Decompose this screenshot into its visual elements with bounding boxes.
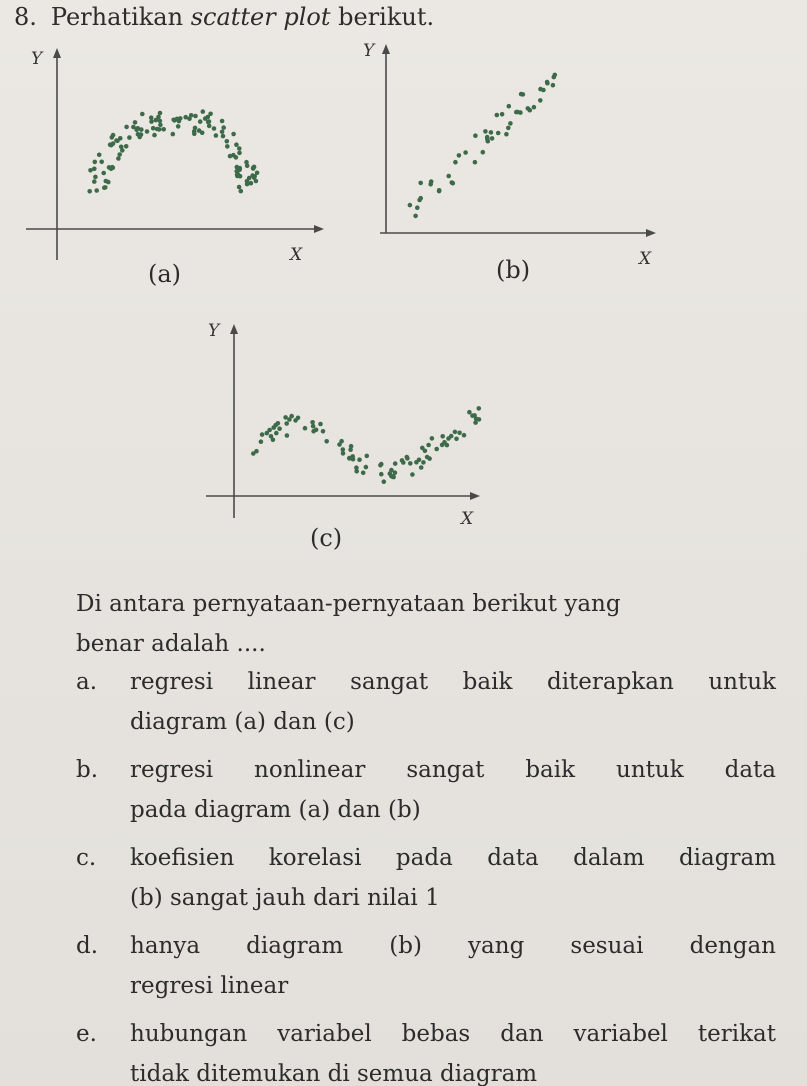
- scatter-plot-a: [0, 38, 340, 288]
- data-point: [274, 431, 279, 436]
- data-point: [237, 168, 242, 173]
- data-point: [285, 433, 290, 438]
- data-point: [124, 125, 129, 130]
- data-point: [97, 153, 102, 158]
- data-point: [508, 121, 513, 126]
- data-point: [552, 75, 557, 80]
- data-point: [457, 431, 462, 436]
- data-point: [152, 133, 157, 138]
- data-point: [440, 434, 445, 439]
- data-point: [225, 139, 230, 144]
- option-text-line: hubungan variabel bebas dan variabel terikat: [130, 1021, 776, 1047]
- data-point: [477, 417, 482, 422]
- x-axis-arrow: [314, 225, 324, 233]
- option-letter: b.: [76, 757, 99, 783]
- option-letter: e.: [76, 1021, 97, 1047]
- y-axis-label: Y: [363, 41, 375, 61]
- data-point: [400, 458, 405, 463]
- data-point: [489, 130, 494, 135]
- data-point: [430, 436, 435, 441]
- data-point: [93, 160, 98, 165]
- data-point: [462, 433, 467, 438]
- option-a[interactable]: [76, 662, 776, 742]
- data-point: [504, 132, 509, 137]
- data-point: [111, 141, 116, 146]
- stem-line: Di antara pernyataan-pernyataan berikut yang: [76, 591, 621, 617]
- data-point: [453, 430, 458, 435]
- option-text-line: hanya diagram (b) yang sesuai dengan: [130, 933, 776, 959]
- data-point: [417, 458, 422, 463]
- data-point: [102, 185, 107, 190]
- x-axis-arrow: [470, 492, 480, 500]
- data-point: [379, 472, 384, 477]
- data-point: [428, 182, 433, 187]
- data-point: [277, 426, 282, 431]
- data-point: [161, 127, 166, 132]
- data-point: [231, 132, 236, 137]
- option-c[interactable]: [76, 838, 776, 918]
- data-point: [314, 428, 319, 433]
- option-text-line: koefisien korelasi pada data dalam diagram: [130, 845, 776, 871]
- data-point: [92, 179, 97, 184]
- data-point: [507, 104, 512, 109]
- y-axis-arrow: [382, 44, 390, 54]
- data-point: [171, 132, 176, 137]
- data-point: [405, 455, 410, 460]
- option-text-line: regresi nonlinear sangat baik untuk data: [130, 757, 776, 783]
- data-point: [538, 87, 543, 92]
- data-point: [495, 113, 500, 118]
- data-point: [234, 155, 239, 160]
- data-point: [140, 112, 145, 117]
- data-point: [206, 120, 211, 125]
- data-point: [206, 115, 211, 120]
- data-point: [149, 119, 154, 124]
- data-point: [247, 176, 252, 181]
- option-text-line: diagram (a) dan (c): [130, 709, 355, 735]
- data-point: [119, 145, 124, 150]
- data-point: [228, 154, 233, 159]
- data-point: [389, 468, 394, 473]
- data-point: [139, 127, 144, 132]
- x-axis-label: X: [461, 509, 474, 529]
- data-point: [420, 446, 425, 451]
- option-e[interactable]: [76, 1014, 776, 1086]
- data-point: [265, 431, 270, 436]
- y-axis-label: Y: [208, 321, 220, 341]
- data-point: [490, 136, 495, 141]
- data-point: [467, 410, 472, 415]
- data-point: [92, 167, 97, 172]
- data-point: [357, 457, 362, 462]
- data-point: [237, 146, 242, 151]
- data-point: [234, 142, 239, 147]
- option-text-line: regresi linear: [130, 973, 289, 999]
- data-point: [293, 418, 298, 423]
- data-point: [189, 113, 194, 118]
- data-point: [93, 175, 98, 180]
- data-point: [107, 165, 112, 170]
- option-b[interactable]: [76, 750, 776, 830]
- data-point: [426, 443, 431, 448]
- option-text-line: tidak ditemukan di semua diagram: [130, 1061, 538, 1086]
- x-axis-label: X: [639, 249, 652, 269]
- data-point: [339, 439, 344, 444]
- data-point: [207, 124, 212, 129]
- caption-c: (c): [310, 524, 343, 552]
- data-point: [114, 138, 119, 143]
- data-point: [453, 160, 458, 165]
- answer-options: [76, 662, 776, 1086]
- data-point: [413, 214, 418, 219]
- option-text-line: regresi linear sangat baik diterapkan untuk: [130, 669, 776, 695]
- data-point: [382, 479, 387, 484]
- data-point: [446, 436, 451, 441]
- data-point: [158, 119, 163, 124]
- data-point: [271, 438, 276, 443]
- data-point: [221, 134, 226, 139]
- data-point: [500, 112, 505, 117]
- data-point: [220, 130, 225, 135]
- data-point: [133, 120, 138, 125]
- data-point: [364, 465, 369, 470]
- data-point: [446, 174, 451, 179]
- scatter-plot-c: [200, 318, 500, 558]
- data-point: [235, 174, 240, 179]
- data-point: [310, 420, 315, 425]
- question-number: 8.: [14, 3, 37, 31]
- data-point: [145, 129, 150, 134]
- data-point: [212, 126, 217, 131]
- data-point: [481, 150, 486, 155]
- data-point: [245, 164, 250, 169]
- data-point: [318, 422, 323, 427]
- data-points: [408, 73, 557, 219]
- data-point: [341, 451, 346, 456]
- data-point: [239, 189, 244, 194]
- option-d[interactable]: [76, 926, 776, 1006]
- data-point: [221, 125, 226, 130]
- data-point: [408, 203, 413, 208]
- data-point: [158, 123, 163, 128]
- data-point: [390, 474, 395, 479]
- scatter-plot-b: [350, 38, 670, 284]
- data-point: [303, 426, 308, 431]
- data-point: [425, 455, 430, 460]
- data-point: [151, 126, 156, 131]
- data-point: [538, 98, 543, 103]
- data-point: [134, 128, 139, 133]
- data-point: [393, 461, 398, 466]
- data-point: [220, 119, 225, 124]
- data-point: [101, 171, 106, 176]
- option-text-line: pada diagram (a) dan (b): [130, 797, 421, 823]
- data-point: [214, 133, 219, 138]
- data-point: [193, 114, 198, 119]
- data-point: [251, 166, 256, 171]
- data-point: [259, 439, 264, 444]
- data-point: [237, 185, 242, 190]
- caption-b: (b): [496, 256, 531, 284]
- data-point: [155, 127, 160, 132]
- data-point: [284, 421, 289, 426]
- data-point: [106, 180, 111, 185]
- data-point: [287, 417, 292, 422]
- option-letter: a.: [76, 669, 98, 695]
- data-point: [197, 128, 202, 133]
- data-point: [365, 454, 370, 459]
- data-point: [137, 135, 142, 140]
- data-point: [171, 118, 176, 123]
- caption-a: (a): [148, 260, 182, 288]
- data-point: [245, 182, 250, 187]
- x-axis-label: X: [290, 245, 303, 265]
- data-point: [473, 133, 478, 138]
- data-point: [451, 181, 456, 186]
- data-point: [437, 188, 442, 193]
- question-prompt-start: Perhatikan: [50, 3, 184, 31]
- data-point: [378, 463, 383, 468]
- data-point: [237, 151, 242, 156]
- data-point: [434, 447, 439, 452]
- data-point: [321, 429, 326, 434]
- data-points: [251, 406, 481, 484]
- question-header: [14, 2, 434, 32]
- data-point: [193, 126, 198, 131]
- option-text-line: (b) sangat jauh dari nilai 1: [130, 885, 440, 911]
- question-stem: [76, 584, 776, 664]
- data-point: [94, 188, 99, 193]
- data-point: [158, 111, 163, 116]
- data-point: [149, 115, 154, 120]
- data-point: [225, 144, 230, 149]
- data-point: [127, 135, 132, 140]
- data-point: [351, 457, 356, 462]
- data-point: [463, 150, 468, 155]
- data-point: [408, 461, 413, 466]
- y-axis-label: Y: [31, 49, 43, 69]
- data-point: [496, 131, 501, 136]
- question-prompt-italic: scatter plot: [190, 3, 331, 31]
- data-point: [551, 83, 556, 88]
- data-point: [528, 108, 533, 113]
- data-point: [532, 105, 537, 110]
- data-point: [410, 472, 415, 477]
- option-letter: d.: [76, 933, 99, 959]
- data-point: [417, 198, 422, 203]
- data-point: [521, 92, 526, 97]
- data-point: [349, 444, 354, 449]
- data-point: [87, 189, 92, 194]
- data-point: [415, 205, 420, 210]
- data-point: [178, 116, 183, 121]
- data-point: [260, 432, 265, 437]
- data-point: [354, 469, 359, 474]
- data-point: [117, 152, 122, 157]
- option-letter: c.: [76, 845, 97, 871]
- data-point: [473, 420, 478, 425]
- stem-line: benar adalah ....: [76, 631, 266, 657]
- data-point: [506, 126, 511, 131]
- data-point: [440, 443, 445, 448]
- data-point: [483, 129, 488, 134]
- data-point: [124, 144, 129, 149]
- question-prompt-end: berikut.: [338, 3, 435, 31]
- scatter-plot-b-svg: [350, 38, 670, 278]
- data-point: [418, 181, 423, 186]
- scatter-plot-a-svg: [0, 38, 340, 268]
- y-axis-arrow: [230, 324, 238, 334]
- x-axis-arrow: [646, 229, 656, 237]
- data-point: [485, 135, 490, 140]
- scatter-plot-c-svg: [200, 318, 500, 558]
- data-point: [273, 423, 278, 428]
- data-point: [473, 160, 478, 165]
- data-point: [201, 109, 206, 114]
- data-point: [545, 80, 550, 85]
- data-point: [116, 156, 121, 161]
- data-point: [111, 133, 116, 138]
- data-point: [251, 451, 256, 456]
- data-point: [99, 160, 104, 165]
- data-point: [457, 153, 462, 158]
- data-point: [361, 471, 366, 476]
- data-point: [421, 460, 426, 465]
- data-point: [324, 439, 329, 444]
- data-point: [176, 124, 181, 129]
- data-point: [477, 406, 482, 411]
- data-point: [514, 110, 519, 115]
- data-point: [249, 181, 254, 186]
- y-axis-arrow: [53, 48, 61, 58]
- data-point: [454, 437, 459, 442]
- data-point: [419, 465, 424, 470]
- data-point: [252, 175, 257, 180]
- data-point: [198, 119, 203, 124]
- data-points: [87, 109, 259, 193]
